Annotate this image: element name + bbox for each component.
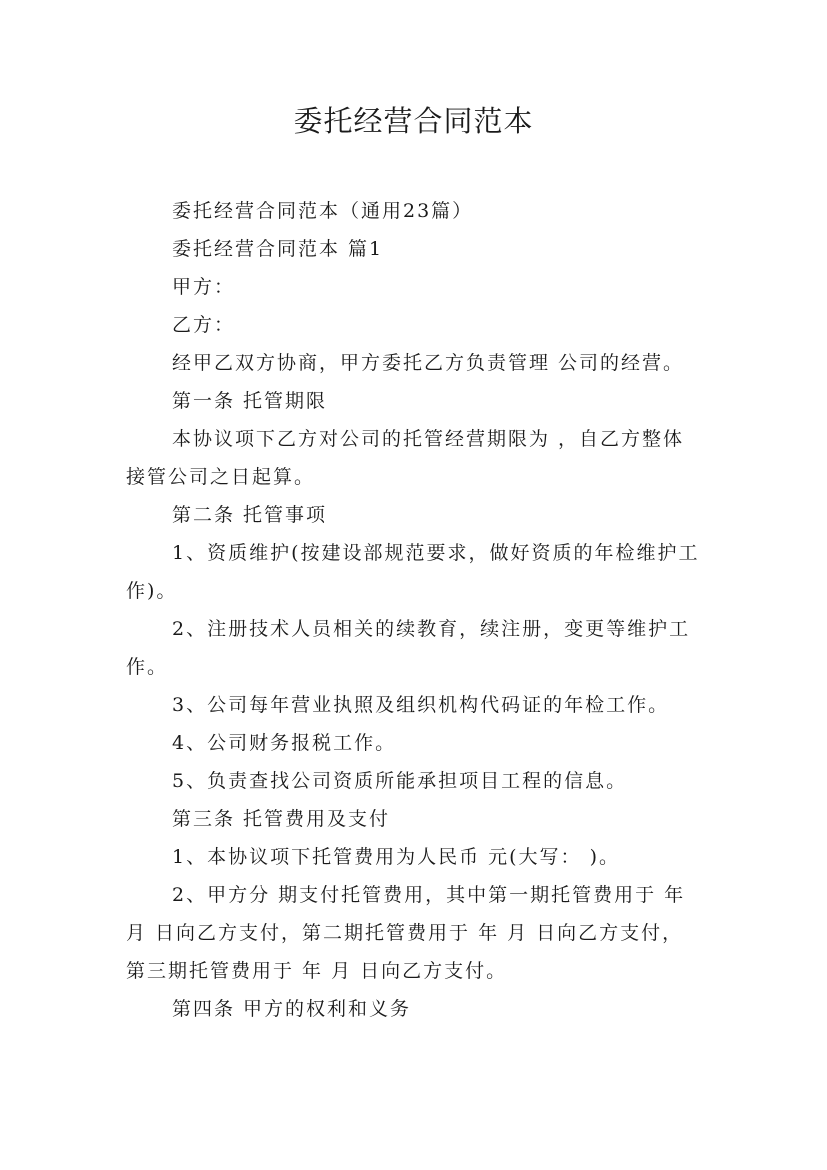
paragraph-article-1-body: 本协议项下乙方对公司的托管经营期限为 ，自乙方整体接管公司之日起算。 (126, 428, 685, 488)
paragraph-article-2-item-4: 4、公司财务报税工作。 (172, 732, 397, 754)
document-title: 委托经营合同范本 (293, 104, 534, 138)
paragraph-article-2-item-2: 2、注册技术人员相关的续教育，续注册，变更等维护工作。 (126, 618, 691, 678)
paragraph-article-3-heading: 第三条 托管费用及支付 (172, 808, 391, 830)
paragraph-article-1-heading: 第一条 托管期限 (172, 390, 328, 412)
paragraph-party-a: 甲方： (172, 276, 236, 298)
paragraph-article-2-item-3: 3、公司每年营业执照及组织机构代码证的年检工作。 (172, 694, 670, 716)
paragraph-intro: 经甲乙双方协商，甲方委托乙方负责管理 公司的经营。 (172, 352, 685, 374)
document-body (126, 192, 704, 1028)
paragraph-article-4-heading: 第四条 甲方的权利和义务 (172, 998, 412, 1020)
paragraph-article-3-item-2: 2、甲方分 期支付托管费用，其中第一期托管费用于 年 月 日向乙方支付，第二期托管费用于 年 月 日向乙方支付，第三期托管费用于 年 月 日向乙方支付。 (126, 884, 686, 982)
paragraph-article-2-item-5: 5、负责查找公司资质所能承担项目工程的信息。 (172, 770, 628, 792)
paragraph-section-heading: 委托经营合同范本 篇1 (172, 238, 384, 260)
paragraph-article-2-heading: 第二条 托管事项 (172, 504, 328, 526)
paragraph-article-2-item-1: 1、资质维护(按建设部规范要求，做好资质的年检维护工作)。 (126, 542, 700, 602)
paragraph-subtitle: 委托经营合同范本（通用23篇） (172, 200, 474, 222)
paragraph-article-3-item-1: 1、本协议项下托管费用为人民币 元(大写： )。 (172, 846, 620, 868)
paragraph-party-b: 乙方： (172, 314, 236, 336)
